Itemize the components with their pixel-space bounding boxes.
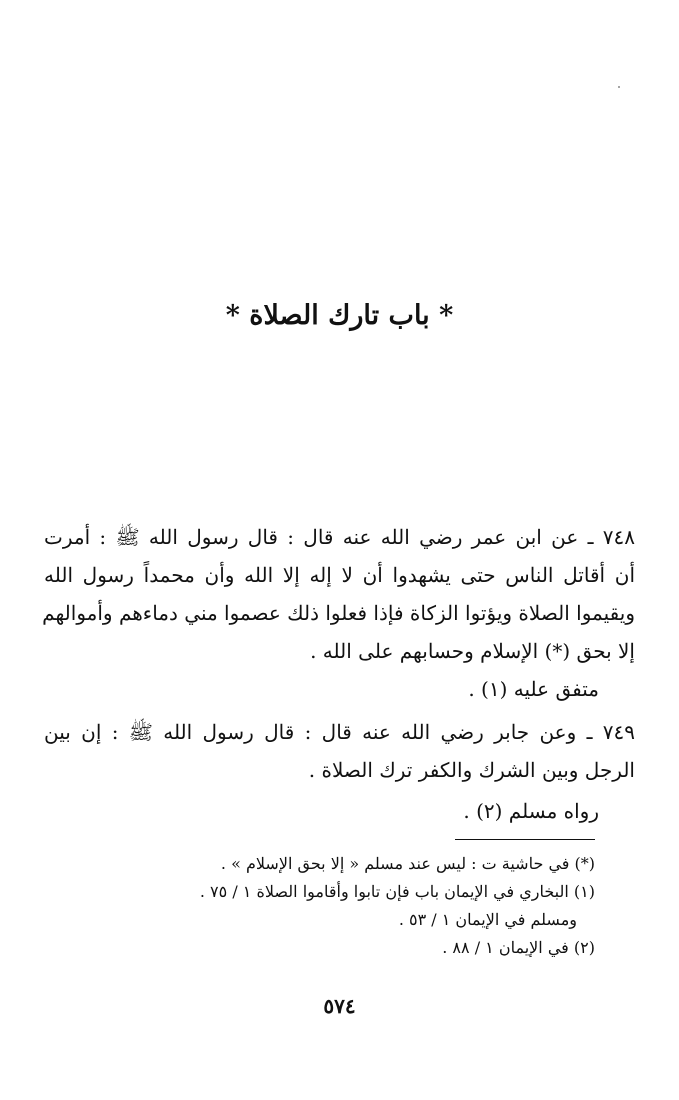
footnote-star: (*) في حاشية ت : ليس عند مسلم « إلا بحق الإسلام » . <box>220 854 595 873</box>
page-number: ٥٧٤ <box>323 994 356 1018</box>
hadith-748-line-2: أن أقاتل الناس حتى يشهدوا أن لا إله إلا الله وأن محمداً رسول الله <box>44 563 635 587</box>
hadith-749-line-2: الرجل وبين الشرك والكفر ترك الصلاة . <box>308 758 635 782</box>
hadith-748-line-3: ويقيموا الصلاة ويؤتوا الزكاة فإذا فعلوا ذلك عصموا مني دماءهم وأموالهم <box>42 601 635 625</box>
hadith-749-line-1: ٧٤٩ ـ وعن جابر رضي الله عنه قال : قال رسول الله ﷺ : إن بين <box>44 720 635 744</box>
footnote-1-continuation: ومسلم في الإيمان ١ / ٥٣ . <box>398 910 577 929</box>
chapter-title: * باب تارك الصلاة * <box>225 300 454 331</box>
hadith-748-line-1: ٧٤٨ ـ عن ابن عمر رضي الله عنه قال : قال رسول الله ﷺ : أمرت <box>44 525 635 549</box>
hadith-748-line-4: إلا بحق (*) الإسلام وحسابهم على الله . <box>310 639 635 663</box>
footnote-1: (١) البخاري في الإيمان باب فإن تابوا وأقاموا الصلاة ١ / ٧٥ . <box>199 882 595 901</box>
footnotes <box>60 850 595 962</box>
footnote-2: (٢) في الإيمان ١ / ٨٨ . <box>442 938 595 957</box>
hadith-749 <box>44 713 635 789</box>
hadith-749-source: رواه مسلم (٢) . <box>463 799 599 823</box>
footnote-separator <box>455 839 595 840</box>
hadith-748-source: متفق عليه (١) . <box>468 677 599 701</box>
scan-speck <box>618 86 620 88</box>
hadith-748 <box>44 518 635 670</box>
